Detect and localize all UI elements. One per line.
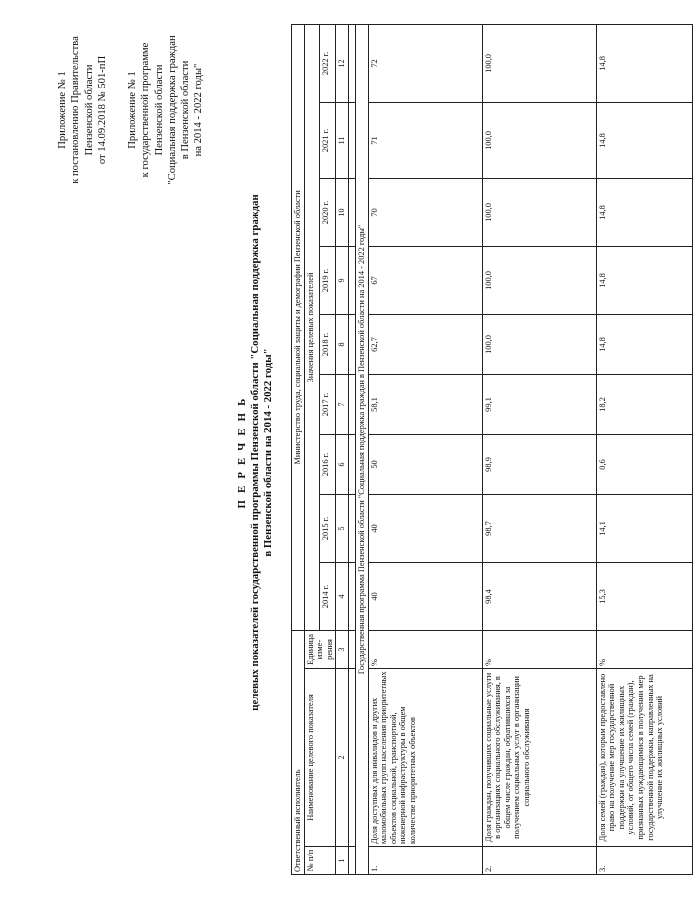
column-number: 5 xyxy=(336,494,349,562)
title-line-2: в Пензенской области на 2014 - 2022 годы" xyxy=(262,348,274,557)
program-title-row xyxy=(355,24,368,874)
indicator-value: 14,1 xyxy=(596,494,692,562)
year-cell: 2021 г. xyxy=(320,102,336,178)
year-cell: 2019 г. xyxy=(320,246,336,314)
indicator-value: 0,6 xyxy=(596,434,692,494)
year-cell: 2020 г. xyxy=(320,178,336,246)
table-row xyxy=(368,24,482,874)
indicator-value: 14,8 xyxy=(596,246,692,314)
row-number: 3. xyxy=(596,847,692,875)
indicator-value: 14,8 xyxy=(596,314,692,374)
title-heading: П Е Р Е Ч Е Н Ь xyxy=(236,396,248,509)
header-row xyxy=(304,24,320,874)
column-number: 12 xyxy=(336,24,349,102)
indicator-value: 62,7 xyxy=(368,314,482,374)
indicator-value: 100,0 xyxy=(482,102,596,178)
column-number: 2 xyxy=(336,669,349,847)
indicator-value: 99,1 xyxy=(482,374,596,434)
column-number: 11 xyxy=(336,102,349,178)
indicator-value: 70 xyxy=(368,178,482,246)
column-number: 6 xyxy=(336,434,349,494)
year-cell: 2017 г. xyxy=(320,374,336,434)
title-line-1: целевых показателей государственной программы Пензенской области "Социальная поддержка граждан xyxy=(249,194,261,711)
indicator-value: 100,0 xyxy=(482,24,596,102)
appendix-line: на 2014 - 2022 годы" xyxy=(193,63,205,157)
indicator-name: Доля семей (граждан), которым предоставлено право на получение мер государственной поддержки на улучшение их жилищных условий, от общего числа семей (граждан), признанных нуждающимися в получении мер государственной поддержки, направленных на улучшение их жилищных условий xyxy=(596,669,692,847)
column-number: 3 xyxy=(336,630,349,668)
year-cell: 2018 г. xyxy=(320,314,336,374)
indicator-value: 18,2 xyxy=(596,374,692,434)
appendix-line: от 14.09.2018 № 501-пП xyxy=(96,55,108,165)
header-num: № п/п xyxy=(304,847,336,875)
column-number-row xyxy=(336,24,349,874)
executor-value: Министерство труда, социальной защиты и демографии Пензенской области xyxy=(292,24,305,630)
appendix-line: в Пензенской области xyxy=(180,60,192,160)
appendix-line: Пензенской области xyxy=(153,64,165,156)
indicator-value: 100,0 xyxy=(482,178,596,246)
executor-label: Ответственный исполнитель xyxy=(292,630,305,874)
year-cell: 2015 г. xyxy=(320,494,336,562)
year-cell: 2014 г. xyxy=(320,562,336,630)
appendix-line: Приложение № 1 xyxy=(127,71,138,149)
appendix-line: к постановлению Правительства xyxy=(70,36,82,184)
indicator-value: 100,0 xyxy=(482,314,596,374)
appendix-decree-block xyxy=(56,10,109,210)
indicator-value: 14,8 xyxy=(596,24,692,102)
header-values: Значения целевых показателей xyxy=(304,24,320,630)
column-number: 8 xyxy=(336,314,349,374)
indicator-unit: % xyxy=(482,630,596,668)
document-title xyxy=(236,0,275,905)
appendix-line: к государственной программе xyxy=(140,42,152,178)
header-unit: Единица изме- рения xyxy=(304,630,336,668)
indicator-value: 58,1 xyxy=(368,374,482,434)
program-title: Государственная программа Пензенской области "Социальная поддержка граждан в Пензенской области на 2014 - 2022 годы" xyxy=(355,24,368,874)
column-number: 4 xyxy=(336,562,349,630)
year-cell: 2022 г. xyxy=(320,24,336,102)
indicator-unit: % xyxy=(368,630,482,668)
indicator-value: 40 xyxy=(368,562,482,630)
indicator-name: Доля граждан, получивших социальные услуги в организациях социального обслуживания, в общем числе граждан, обратившихся за получением социальных услуг в организации социального обслуживания xyxy=(482,669,596,847)
column-number: 7 xyxy=(336,374,349,434)
column-number: 1 xyxy=(336,847,349,875)
column-number: 9 xyxy=(336,246,349,314)
year-cell: 2016 г. xyxy=(320,434,336,494)
table-row xyxy=(596,24,692,874)
header-name: Наименование целевого показателя xyxy=(304,669,336,847)
indicator-value: 98,4 xyxy=(482,562,596,630)
indicator-value: 100,0 xyxy=(482,246,596,314)
appendix-line: Приложение № 1 xyxy=(57,71,68,149)
indicator-value: 71 xyxy=(368,102,482,178)
executor-row xyxy=(292,24,305,874)
indicator-unit: % xyxy=(596,630,692,668)
column-number: 10 xyxy=(336,178,349,246)
indicator-name: Доля доступных для инвалидов и других маломобильных групп населения приоритетных объектов социальной, транспортной, инженерной инфраструктуры в общем количестве приоритетных объектов xyxy=(368,669,482,847)
appendix-program-block xyxy=(126,10,206,210)
indicator-value: 40 xyxy=(368,494,482,562)
indicator-value: 50 xyxy=(368,434,482,494)
indicator-value: 15,3 xyxy=(596,562,692,630)
indicator-value: 72 xyxy=(368,24,482,102)
appendix-line: Пензенской области xyxy=(83,64,95,156)
spacer-row xyxy=(348,24,355,874)
table-row xyxy=(482,24,596,874)
row-number: 1. xyxy=(368,847,482,875)
indicator-value: 67 xyxy=(368,246,482,314)
indicators-table xyxy=(291,24,693,875)
appendix-line: "Социальная поддержка граждан xyxy=(166,35,178,185)
indicator-value: 14,8 xyxy=(596,178,692,246)
indicator-value: 98,9 xyxy=(482,434,596,494)
indicator-value: 98,7 xyxy=(482,494,596,562)
row-number: 2. xyxy=(482,847,596,875)
indicator-value: 14,8 xyxy=(596,102,692,178)
